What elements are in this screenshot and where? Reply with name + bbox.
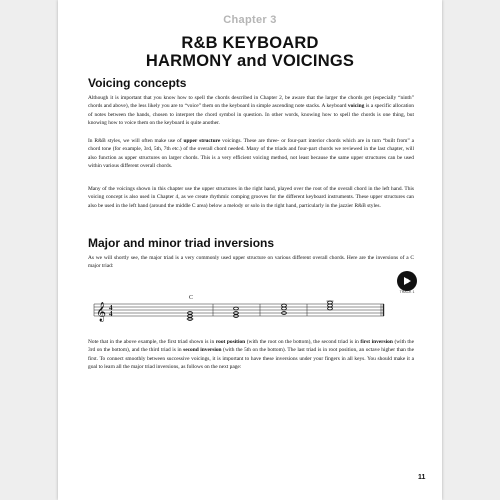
text-run: (with the root on the bottom), the second triad is in <box>245 339 361 345</box>
staff-svg <box>88 290 388 330</box>
paragraph-voicing-intro <box>88 94 414 127</box>
book-page <box>58 0 442 500</box>
svg-text:4: 4 <box>109 310 113 318</box>
text-run: (with the 5th on the bottom). The last triad is in root position, an octave higher than the first. To connect smoothly between successive voicings, it is important to have these inversions under your fingers in all keys. You should make it a goal to learn all the major triad inversions, as follows on the next page: <box>88 347 414 370</box>
time-signature <box>109 304 113 318</box>
paragraph-upper-structure-usage: Many of the voicings shown in this chapter use the upper structures in the right hand, played over the root of the overall chord in the left hand. This voicing concept is also used in Chapter 4, as we create rhythmic comping grooves for the different keyboard instruments. These upper structures can also be used in the left hand (around the middle C area) below a melody or solo in the right hand, particularly in the jazzier R&B styles. <box>88 186 414 209</box>
page-number: 11 <box>418 474 426 481</box>
text-run: In R&B styles, we will often make use of <box>88 138 184 144</box>
text-run: Although it is important that you know how to spell the chords described in Chapter 2, be aware that the larger the chords get (especially “ninth” chords and above), the less likely you are to “voice” them on the keyboard in simple ascending note stacks. A keyboard <box>88 95 414 110</box>
text-run: voicings. These are three- or four-part interior chords which are in turn “built from” a chord tone (for example, 3rd, 5th, 7th etc.) of the overall chord needed. Many of the triads and four-part chords we reviewed in the last chapter, will also function as upper structures on larger chords. This is a very efficient voicing method, not least because the same upper structures can be used within various different overall chords. <box>88 138 415 169</box>
chapter-label: Chapter 3 <box>223 14 277 26</box>
text-run: (with the 3rd on the bottom), and the third triad is in <box>88 339 414 354</box>
treble-clef-icon: 𝄞 <box>96 302 107 322</box>
chapter-title-line-1: R&B KEYBOARD <box>181 34 319 52</box>
term-upper-structure: upper structure <box>183 138 221 144</box>
paragraph-upper-structure <box>88 137 414 170</box>
chapter-title <box>58 34 442 70</box>
paragraph-triad-intro: As we will shortly see, the major triad is a very commonly used upper structure on various different overall chords. Here are the inversions of a C major triad: <box>88 255 414 270</box>
text-run: is a specific allocation of notes between the hands, chosen to interpret the chord symbol in question. In other words, knowing how to spell the chords is one thing, but knowing how to voice them on the keyboard is quite another. <box>88 103 414 126</box>
music-notation <box>88 290 388 330</box>
section-heading-triad-inversions: Major and minor triad inversions <box>88 236 275 250</box>
staff-lines <box>94 304 384 316</box>
paragraph-inversions-explained <box>88 338 414 371</box>
svg-text:4: 4 <box>109 304 113 312</box>
text-run: Note that in the above example, the first triad shown is in <box>88 339 216 345</box>
section-heading-voicing-concepts: Voicing concepts <box>88 76 187 90</box>
term-root-position: root position <box>215 339 246 345</box>
track-label: TRACK 1 <box>399 290 415 294</box>
chapter-title-line-2: HARMONY and VOICINGS <box>145 52 355 70</box>
term-first-inversion: first inversion <box>360 339 393 345</box>
term-voicing: voicing <box>347 103 365 110</box>
chord-symbol: C <box>189 295 194 301</box>
term-second-inversion: second inversion <box>183 347 222 354</box>
